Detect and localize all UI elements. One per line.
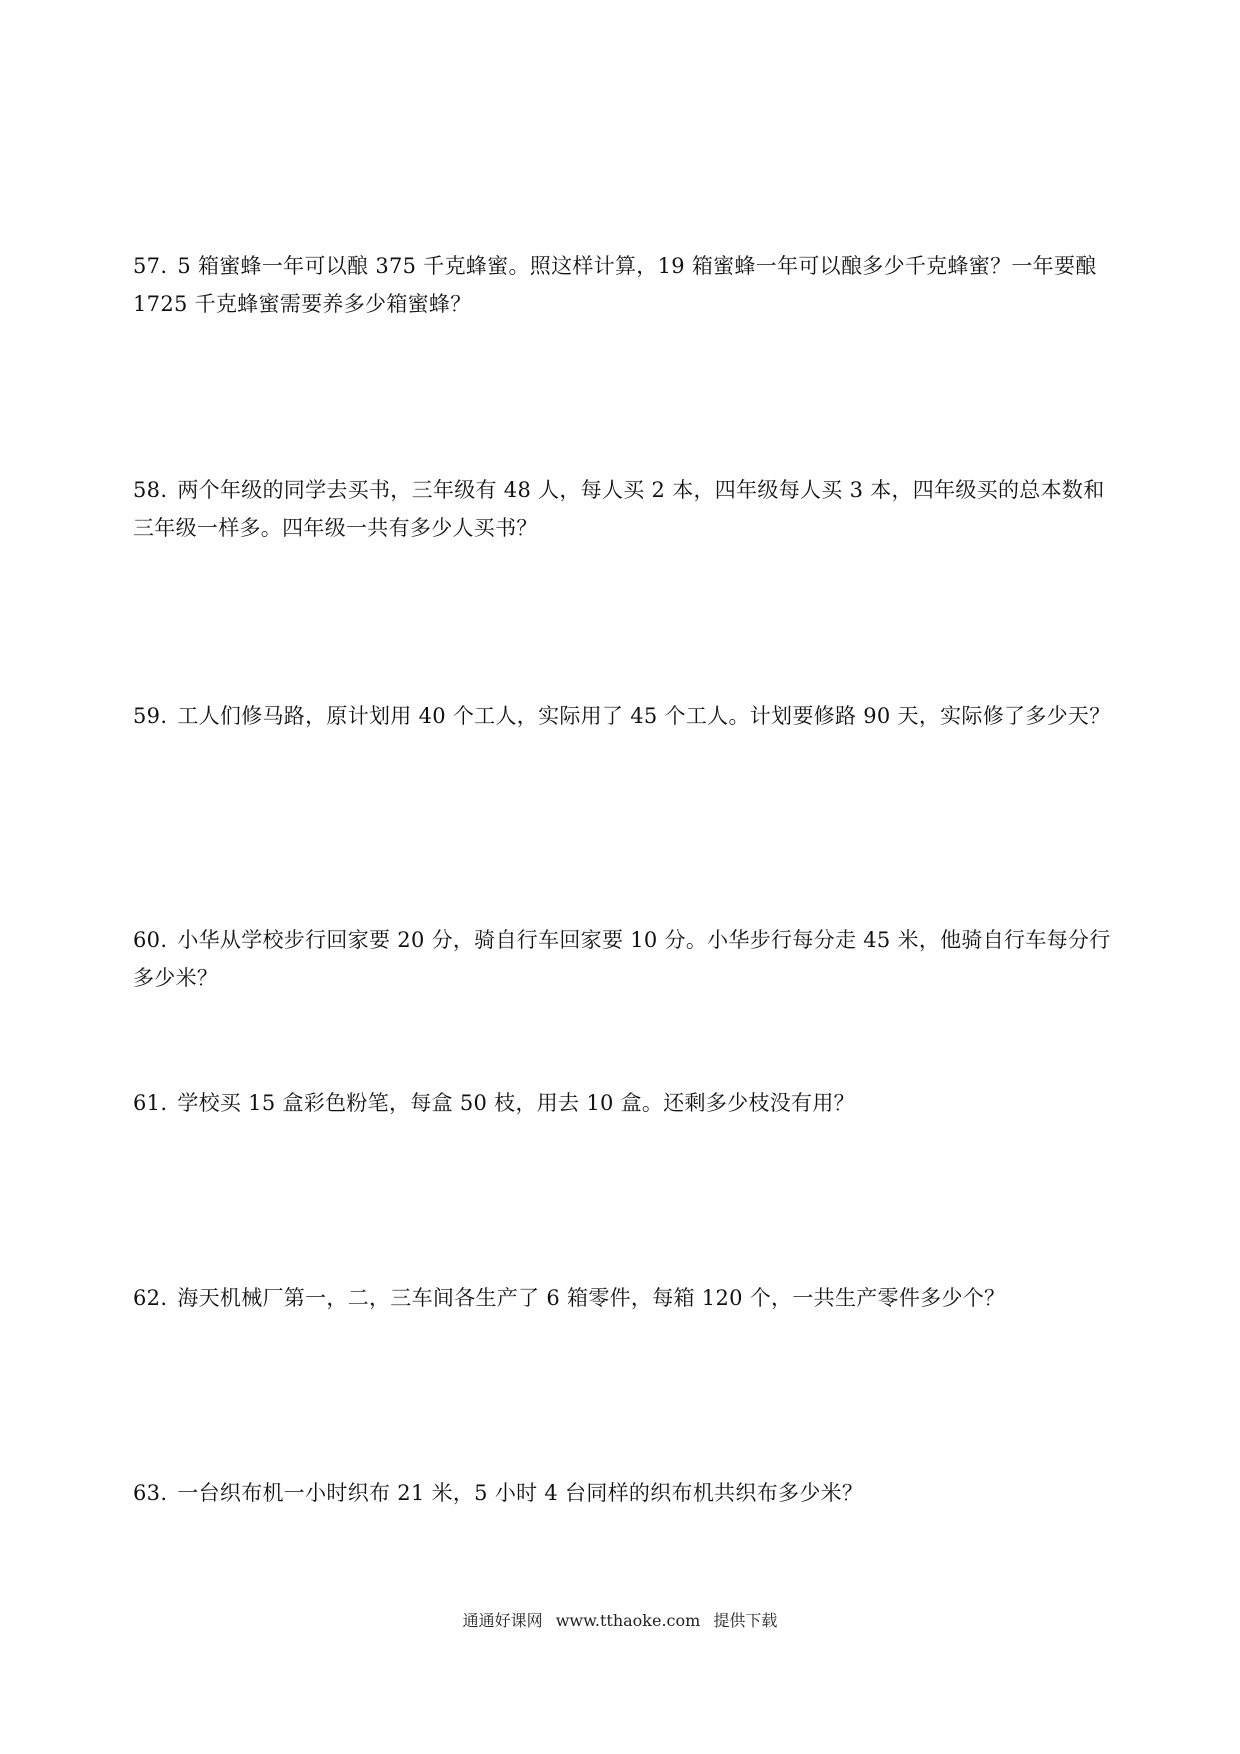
problem-58 <box>133 471 1123 547</box>
problem-text: 学校买 15 盒彩色粉笔，每盒 50 枝，用去 10 盒。还剩多少枝没有用？ <box>177 1091 855 1115</box>
problem-62 <box>133 1279 1123 1317</box>
problem-59 <box>133 697 1123 735</box>
problem-text: 一台织布机一小时织布 21 米，5 小时 4 台同样的织布机共织布多少米？ <box>177 1481 864 1505</box>
problem-number: 57. <box>133 254 168 278</box>
footer-url[interactable]: www.tthaoke.com <box>555 1611 701 1630</box>
problem-number: 63. <box>133 1481 168 1505</box>
footer-site-name: 通通好课网 <box>462 1611 543 1630</box>
problem-number: 62. <box>133 1286 168 1310</box>
problem-text: 工人们修马路，原计划用 40 个工人，实际用了 45 个工人。计划要修路 90 天，实际修了多少天？ <box>177 704 1111 728</box>
problem-text: 两个年级的同学去买书，三年级有 48 人，每人买 2 本，四年级每人买 3 本，四年级买的总本数和三年级一样多。四年级一共有多少人买书？ <box>133 478 1105 540</box>
problem-text: 5 箱蜜蜂一年可以酿 375 千克蜂蜜。照这样计算，19 箱蜜蜂一年可以酿多少千克蜂蜜？一年要酿 1725 千克蜂蜜需要养多少箱蜜蜂？ <box>133 254 1097 316</box>
problem-61 <box>133 1084 1123 1122</box>
problem-number: 58. <box>133 478 168 502</box>
page-footer <box>0 1610 1240 1632</box>
problem-number: 61. <box>133 1091 168 1115</box>
problem-57 <box>133 247 1123 323</box>
footer-suffix: 提供下载 <box>713 1611 778 1630</box>
problem-number: 59. <box>133 704 168 728</box>
problem-number: 60. <box>133 928 168 952</box>
problem-text: 海天机械厂第一，二，三车间各生产了 6 箱零件，每箱 120 个，一共生产零件多少个？ <box>177 1286 1006 1310</box>
problem-63 <box>133 1474 1123 1512</box>
problem-60 <box>133 921 1123 997</box>
problem-text: 小华从学校步行回家要 20 分，骑自行车回家要 10 分。小华步行每分走 45 米，他骑自行车每分行多少米？ <box>133 928 1111 990</box>
